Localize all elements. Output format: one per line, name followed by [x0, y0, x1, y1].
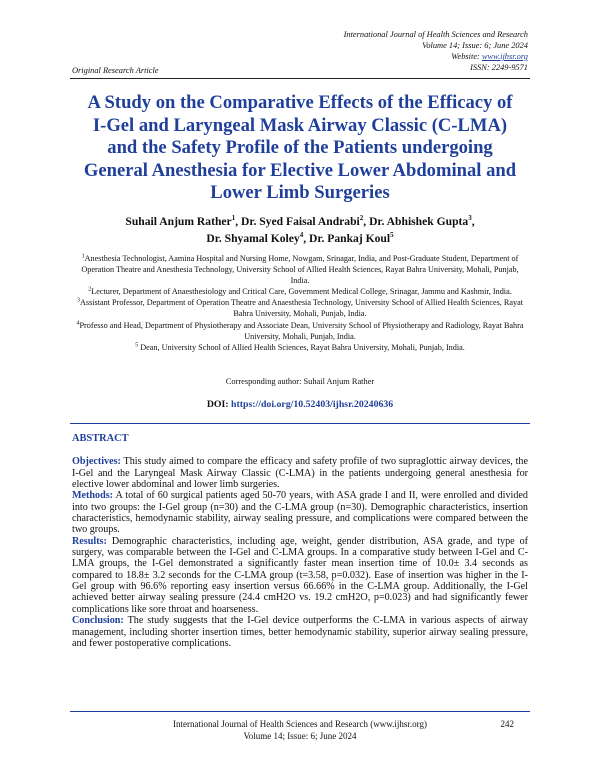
title-line: Lower Limb Surgeries	[210, 182, 390, 204]
affiliation	[72, 286, 528, 297]
journal-volume: Volume 14; Issue: 6; June 2024	[422, 41, 528, 50]
affiliation	[72, 253, 528, 286]
author-sup: 5	[390, 231, 394, 240]
author-name: Dr. Pankaj Koul	[309, 232, 391, 245]
journal-header	[344, 29, 528, 73]
results-label: Results:	[72, 535, 107, 547]
affiliation-number: 2	[88, 286, 92, 293]
conclusion-text: The study suggests that the I-Gel device outperforms the C-LMA in various aspects of airway management, including shorter insertion times, better hemodynamic stability, superior airway sealing pressure, and fewer postoperative complications.	[72, 615, 528, 649]
footer-volume: Volume 14; Issue: 6; June 2024	[243, 730, 357, 741]
abstract-heading: ABSTRACT	[72, 433, 129, 444]
journal-issn: ISSN: 2249-9571	[470, 63, 528, 72]
title-line: General Anesthesia for Elective Lower Abdominal and	[83, 159, 517, 181]
results-text: Demographic characteristics, including age, weight, gender distribution, ASA grade, and type of surgery, was comparable between the I-Gel and C-LMA groups. In a comparative study between I-Gel and C-LMA groups, the I-Gel demonstrated a significantly faster mean insertion time of 10.0± 3.4 seconds as compared to 18.8± 3.2 seconds for the C-LMA group (t=3.58, p=0.032). Ease of insertion was higher in the I-Gel group with 96.6% reporting easy insertion versus 66.66% in the C-LMA group. Additionally, the I-Gel achieved better airway sealing pressure (24.4 cmH2O vs. 19.2 cmH2O, p=0.023) and had significantly fewer complications like sore throat and hoarseness.	[72, 535, 528, 615]
affiliation-number: 3	[76, 297, 80, 304]
author-sup: 3	[468, 214, 472, 223]
affiliation	[72, 297, 528, 319]
affiliation-number: 4	[76, 319, 80, 326]
affiliation-text: Professo and Head, Department of Physiotherapy and Associate Dean, University School of Physiotherapy and Radiology, Rayat Bahra University, Mohali, Punjab, India.	[79, 320, 524, 341]
affiliation	[72, 320, 528, 342]
affiliation-text: Assistant Professor, Department of Operation Theatre and Anaesthesia Technology, University School of Allied Health Sciences, Rayat Bahra University, Mohali, Punjab, India.	[79, 298, 523, 319]
journal-name: International Journal of Health Sciences and Research	[343, 30, 528, 39]
author-name: Dr. Shyamal Koley	[206, 232, 300, 245]
abstract-results	[72, 536, 528, 615]
affiliation-text: Dean, University School of Allied Health Sciences, Rayat Bahra University, Mohali, Punjab, India.	[138, 342, 465, 352]
author-name: Dr. Syed Faisal Andrabi	[241, 215, 360, 228]
doi-label: DOI:	[206, 399, 232, 410]
affiliation-text: Anesthesia Technologist, Aamina Hospital and Nursing Home, Nowgam, Srinagar, India, and Post-Graduate Student, Department of Operation Theatre and Anesthesia Technology, University School of Allied Health Sciences, Rayat Bahra University, Mohali, Punjab, India.	[81, 254, 519, 286]
objectives-label: Objectives:	[72, 456, 121, 468]
author-list: Suhail Anjum Rather$^1$, Dr. Syed Faisal Andrabi$^2$, Dr. Abhishek Gupta$^3$, Dr. Shyamal Koley$^4$, Dr. Pankaj Koul$^5$	[125, 214, 475, 245]
title-line: A Study on the Comparative Effects of the Efficacy of	[87, 92, 513, 113]
abstract-objectives	[72, 456, 528, 490]
affiliation-number: 5	[135, 342, 139, 349]
title-line: I-Gel and Laryngeal Mask Airway Classic (C-LMA)	[92, 114, 508, 136]
conclusion-label: Conclusion:	[72, 615, 124, 627]
methods-text: A total of 60 surgical patients aged 50-70 years, with ASA grade I and II, were enrolled and divided into two groups: the I-Gel group (n=30) and the C-LMA group (n=30). Demographic characteristics, insertion characteristics, hemodynamic stability, airway sealing pressure, and complications were compared between the two groups.	[72, 490, 528, 536]
affiliation-text: Lecturer, Department of Anaesthesiology and Critical Care, Government Medical College, Srinagar, Jammu and Kashmir, India.	[91, 287, 512, 297]
article-type: Original Research Article	[72, 66, 159, 75]
author-sup: 1	[231, 214, 236, 223]
paper-title	[66, 92, 534, 205]
website-link[interactable]: www.ijhsr.org	[481, 52, 528, 61]
abstract-bottom-rule	[70, 711, 530, 712]
author-sup: 4	[299, 231, 304, 240]
website-label: Website:	[451, 52, 482, 61]
objectives-text: This study aimed to compare the efficacy and safety profile of two supraglottic airway devices, the I-Gel and the Laryngeal Mask Airway Classic (C-LMA) in the patients undergoing general anesthesia for elective lower abdominal and lower limb surgeries.	[72, 456, 528, 491]
footer-journal: International Journal of Health Sciences and Research (www.ijhsr.org)	[173, 719, 427, 729]
abstract-methods	[72, 490, 528, 535]
affiliation-number: 1	[81, 253, 85, 260]
abstract-top-rule	[70, 423, 530, 424]
doi-line	[72, 399, 528, 410]
journal-website	[344, 51, 528, 62]
abstract-conclusion	[72, 615, 528, 649]
affiliation	[72, 342, 528, 353]
page-footer	[72, 719, 528, 742]
doi-link[interactable]: https://doi.org/10.52403/ijhsr.20240636	[231, 399, 394, 410]
header-divider	[70, 78, 530, 79]
abstract-box	[72, 433, 528, 649]
author-sup: 2	[359, 214, 364, 223]
author-name: Suhail Anjum Rather	[125, 215, 232, 228]
author-name: Dr. Abhishek Gupta	[369, 215, 469, 228]
methods-label: Methods:	[72, 490, 114, 502]
corresponding-author: Corresponding author: Suhail Anjum Rather	[225, 377, 375, 386]
page-number: 242	[500, 719, 514, 729]
title-line: and the Safety Profile of the Patients undergoing	[107, 137, 493, 159]
affiliations	[72, 253, 528, 353]
